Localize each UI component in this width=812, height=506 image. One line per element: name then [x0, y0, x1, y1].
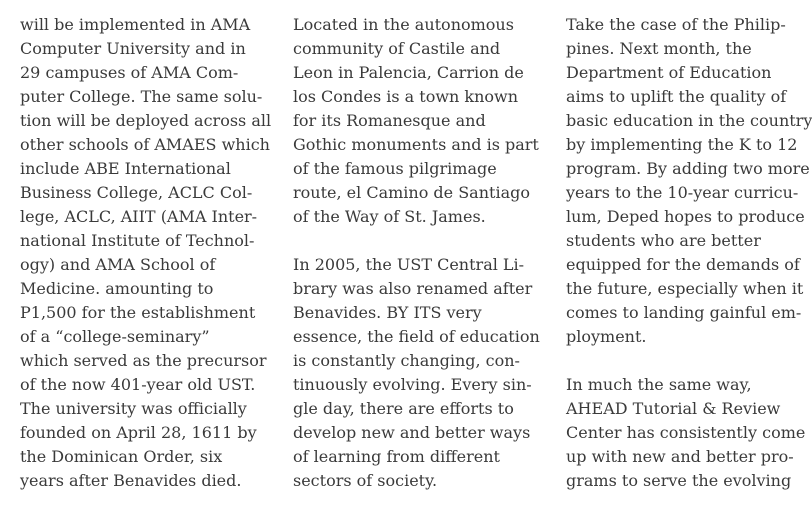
text-line: equipped for the demands of	[566, 255, 800, 274]
text-line: route, el Camino de Santiago	[293, 183, 530, 202]
paragraph	[566, 373, 812, 493]
text-line: will be implemented in AMA	[20, 15, 251, 34]
text-column-2	[293, 13, 548, 493]
text-line: Located in the autonomous	[293, 15, 514, 34]
text-line: grams to serve the evolving	[566, 471, 792, 490]
text-line: gle day, there are efforts to	[293, 399, 514, 418]
text-line: by implementing the K to 12	[566, 135, 798, 154]
text-line: Leon in Palencia, Carrion de	[293, 63, 524, 82]
text-line: years after Benavides died.	[20, 471, 242, 490]
text-line: program. By adding two more	[566, 159, 810, 178]
text-line: los Condes is a town known	[293, 87, 519, 106]
text-line: sectors of society.	[293, 471, 438, 490]
text-line: tion will be deployed across all	[20, 111, 272, 130]
text-line: the future, especially when it	[566, 279, 804, 298]
text-line: AHEAD Tutorial & Review	[566, 399, 781, 418]
text-line: Benavides. BY ITS very	[293, 303, 482, 322]
text-column-3	[566, 13, 812, 493]
text-line: of the Way of St. James.	[293, 207, 486, 226]
text-line: In 2005, the UST Central Li-	[293, 255, 525, 274]
text-line: other schools of AMAES which	[20, 135, 270, 154]
text-line: brary was also renamed after	[293, 279, 533, 298]
text-line: ployment.	[566, 327, 647, 346]
text-line: puter College. The same solu-	[20, 87, 263, 106]
text-line: tinuously evolving. Every sin-	[293, 375, 532, 394]
paragraph	[293, 13, 548, 229]
text-line: is constantly changing, con-	[293, 351, 520, 370]
paragraph	[20, 13, 270, 493]
text-line: Center has consistently come	[566, 423, 806, 442]
text-line: founded on April 28, 1611 by	[20, 423, 257, 442]
text-line: students who are better	[566, 231, 761, 250]
text-line: of learning from different	[293, 447, 500, 466]
text-line: Gothic monuments and is part	[293, 135, 539, 154]
text-line: which served as the precursor	[20, 351, 267, 370]
text-line: 29 campuses of AMA Com-	[20, 63, 239, 82]
text-line: lege, ACLC, AIIT (AMA Inter-	[20, 207, 258, 226]
text-line: of the now 401-year old UST.	[20, 375, 256, 394]
text-line: of a “college-seminary”	[20, 327, 210, 346]
text-line: community of Castile and	[293, 39, 501, 58]
text-line: Business College, ACLC Col-	[20, 183, 253, 202]
text-line: Department of Education	[566, 63, 772, 82]
text-line: Medicine. amounting to	[20, 279, 214, 298]
text-line: ogy) and AMA School of	[20, 255, 216, 274]
paragraph	[293, 253, 548, 493]
text-line: Computer University and in	[20, 39, 246, 58]
text-column-1	[20, 13, 270, 493]
text-line: basic education in the country	[566, 111, 812, 130]
text-line: essence, the field of education	[293, 327, 540, 346]
text-line: aims to uplift the quality of	[566, 87, 787, 106]
paragraph	[566, 13, 812, 349]
text-line: Take the case of the Philip-	[566, 15, 786, 34]
text-line: for its Romanesque and	[293, 111, 486, 130]
text-line: national Institute of Technol-	[20, 231, 255, 250]
text-line: develop new and better ways	[293, 423, 531, 442]
text-line: P1,500 for the establishment	[20, 303, 256, 322]
text-line: of the famous pilgrimage	[293, 159, 497, 178]
paragraph-gap	[293, 229, 548, 253]
text-line: In much the same way,	[566, 375, 752, 394]
text-line: years to the 10-year curricu-	[566, 183, 799, 202]
paragraph-gap	[566, 349, 812, 373]
text-line: The university was officially	[20, 399, 247, 418]
text-line: lum, Deped hopes to produce	[566, 207, 805, 226]
text-line: include ABE International	[20, 159, 231, 178]
text-line: the Dominican Order, six	[20, 447, 223, 466]
text-line: up with new and better pro-	[566, 447, 794, 466]
text-line: pines. Next month, the	[566, 39, 752, 58]
text-line: comes to landing gainful em-	[566, 303, 802, 322]
